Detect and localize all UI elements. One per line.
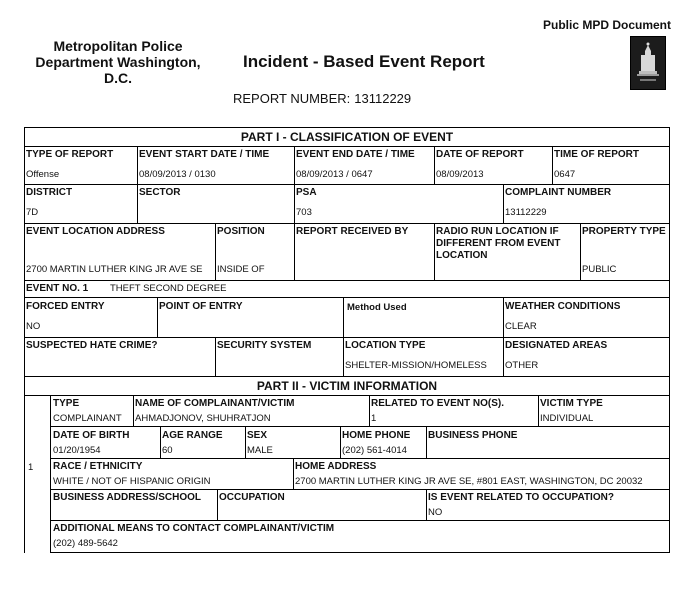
report-number-label: REPORT NUMBER: — [233, 91, 351, 106]
property-type-label: PROPERTY TYPE — [582, 226, 666, 237]
age-range-label: AGE RANGE — [162, 430, 223, 441]
time-of-report-value: 0647 — [554, 169, 576, 180]
additional-contact-label: ADDITIONAL MEANS TO CONTACT COMPLAINANT/VICTIM — [53, 523, 335, 534]
report-number-value: 13112229 — [354, 91, 412, 106]
hate-crime-label: SUSPECTED HATE CRIME? — [26, 340, 158, 351]
complaint-number-value: 13112229 — [505, 207, 547, 218]
report-number — [233, 91, 415, 106]
race-label: RACE / ETHNICITY — [53, 461, 143, 472]
victim-type-value: INDIVIDUAL — [540, 413, 594, 424]
designated-areas-label: DESIGNATED AREAS — [505, 340, 608, 351]
home-phone-value: (202) 561-4014 — [342, 445, 407, 456]
additional-contact-value: (202) 489-5642 — [53, 538, 118, 549]
victim-type-code-label: TYPE — [53, 398, 80, 409]
weather-value: CLEAR — [505, 321, 537, 332]
weather-label: WEATHER CONDITIONS — [505, 301, 621, 312]
home-address-value: 2700 MARTIN LUTHER KING JR AVE SE, #801 EAST, WASHINGTON, DC 20032 — [295, 476, 643, 487]
report-received-label: REPORT RECEIVED BY — [296, 226, 409, 237]
report-title: Incident - Based Event Report — [243, 52, 485, 71]
forced-entry-label: FORCED ENTRY — [26, 301, 105, 312]
radio-run-label-line-3: LOCATION — [436, 250, 488, 261]
home-phone-label: HOME PHONE — [342, 430, 411, 441]
victim-type-label: VICTIM TYPE — [540, 398, 603, 409]
org-line-2: Department Washington, — [35, 54, 201, 70]
org-line-3: D.C. — [104, 70, 132, 86]
victim-row-number: 1 — [28, 462, 34, 473]
event-end-label: EVENT END DATE / TIME — [296, 149, 415, 160]
event-no-label: EVENT NO. 1 — [26, 283, 89, 294]
dob-value: 01/20/1954 — [53, 445, 101, 456]
event-location-value: 2700 MARTIN LUTHER KING JR AVE SE — [26, 264, 203, 275]
position-label: POSITION — [217, 226, 265, 237]
occupation-label: OCCUPATION — [219, 492, 285, 503]
radio-run-label — [436, 226, 560, 262]
radio-run-label-line-2: DIFFERENT FROM EVENT — [436, 238, 561, 249]
psa-value: 703 — [296, 207, 312, 218]
type-of-report-value: Offense — [26, 169, 60, 180]
part2-title: PART II - VICTIM INFORMATION — [256, 379, 438, 393]
date-of-report-label: DATE OF REPORT — [436, 149, 524, 160]
sector-label: SECTOR — [139, 187, 181, 198]
point-of-entry-label: POINT OF ENTRY — [159, 301, 243, 312]
location-type-value: SHELTER-MISSION/HOMELESS — [345, 360, 487, 371]
mpd-seal-icon — [630, 36, 666, 90]
security-system-label: SECURITY SYSTEM — [217, 340, 312, 351]
related-occupation-label: IS EVENT RELATED TO OCCUPATION? — [428, 492, 614, 503]
related-event-label: RELATED TO EVENT NO(S). — [371, 398, 504, 409]
psa-label: PSA — [296, 187, 317, 198]
public-document-label: Public MPD Document — [543, 18, 672, 32]
type-of-report-label: TYPE OF REPORT — [26, 149, 114, 160]
time-of-report-label: TIME OF REPORT — [554, 149, 639, 160]
date-of-report-value: 08/09/2013 — [436, 169, 484, 180]
event-no-value: THEFT SECOND DEGREE — [110, 283, 227, 294]
district-value: 7D — [26, 207, 39, 218]
designated-areas-value: OTHER — [505, 360, 539, 371]
position-value: INSIDE OF — [217, 264, 265, 275]
event-start-label: EVENT START DATE / TIME — [139, 149, 270, 160]
home-address-label: HOME ADDRESS — [295, 461, 377, 472]
part1-title: PART I - CLASSIFICATION OF EVENT — [240, 130, 454, 144]
related-event-value: 1 — [371, 413, 377, 424]
dob-label: DATE OF BIRTH — [53, 430, 130, 441]
complaint-number-label: COMPLAINT NUMBER — [505, 187, 612, 198]
age-range-value: 60 — [162, 445, 173, 456]
race-value: WHITE / NOT OF HISPANIC ORIGIN — [53, 476, 211, 487]
method-used-label: Method Used — [347, 302, 407, 313]
event-location-label: EVENT LOCATION ADDRESS — [26, 226, 165, 237]
property-type-value: PUBLIC — [582, 264, 617, 275]
related-occupation-value: NO — [428, 507, 443, 518]
victim-type-code-value: COMPLAINANT — [53, 413, 122, 424]
business-phone-label: BUSINESS PHONE — [428, 430, 518, 441]
org-line-1: Metropolitan Police — [53, 38, 183, 54]
forced-entry-value: NO — [26, 321, 41, 332]
victim-name-label: NAME OF COMPLAINANT/VICTIM — [135, 398, 295, 409]
sex-label: SEX — [247, 430, 268, 441]
organization-name — [30, 38, 206, 86]
victim-name-value: AHMADJONOV, SHUHRATJON — [135, 413, 271, 424]
business-address-label: BUSINESS ADDRESS/SCHOOL — [53, 492, 201, 503]
district-label: DISTRICT — [26, 187, 73, 198]
location-type-label: LOCATION TYPE — [345, 340, 426, 351]
radio-run-label-line-1: RADIO RUN LOCATION IF — [436, 226, 559, 237]
event-end-value: 08/09/2013 / 0647 — [296, 169, 373, 180]
event-start-value: 08/09/2013 / 0130 — [139, 169, 216, 180]
sex-value: MALE — [247, 445, 273, 456]
